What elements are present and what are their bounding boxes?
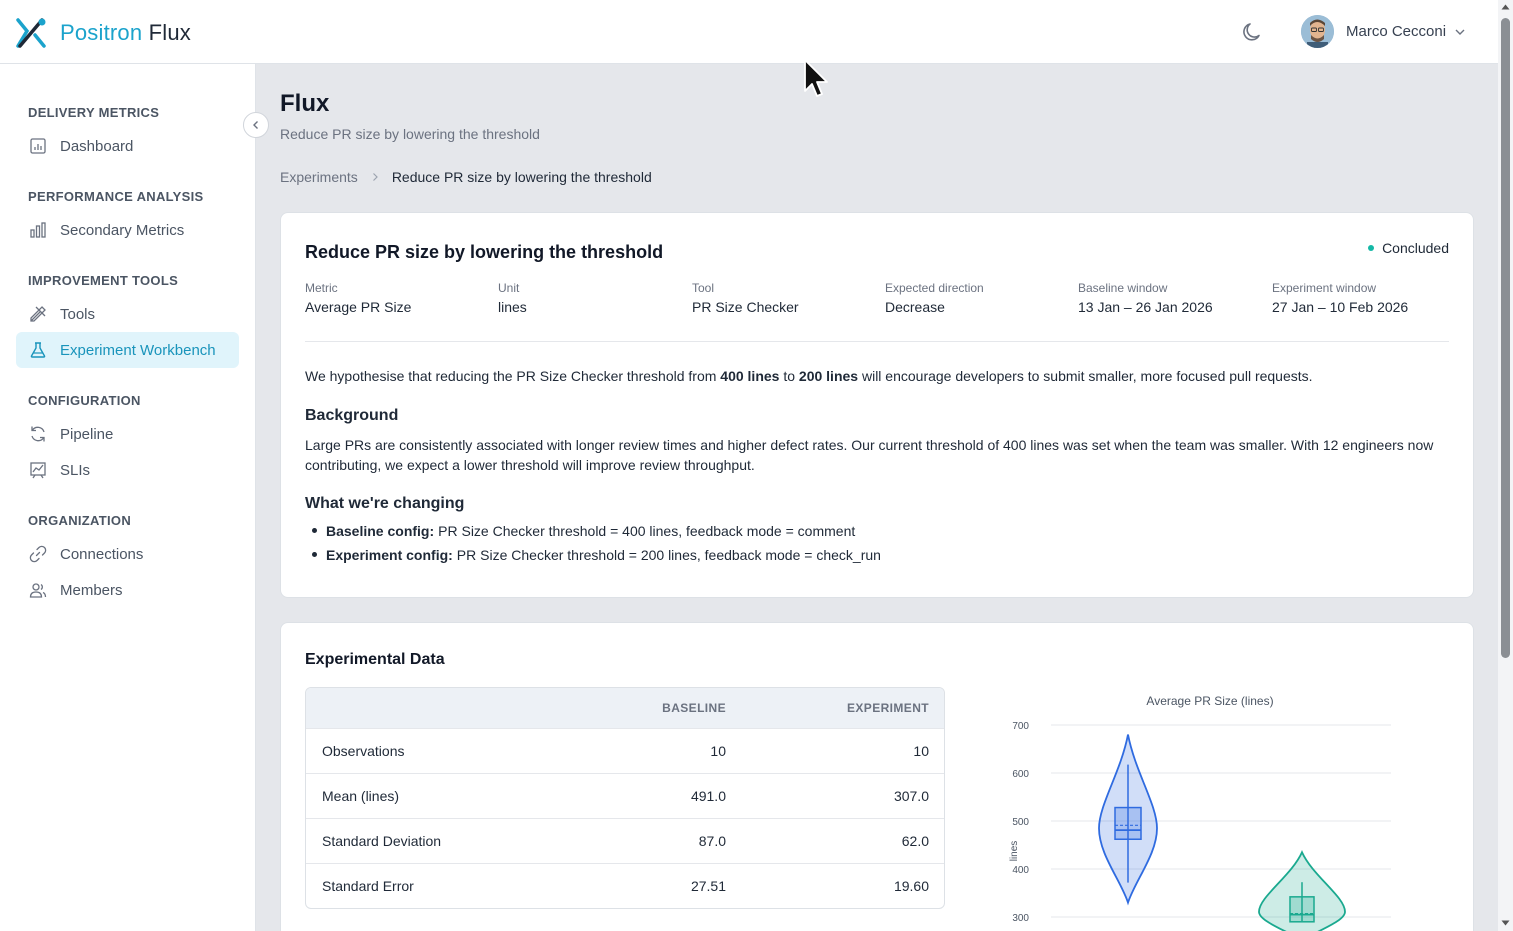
divider: [305, 341, 1449, 342]
table-cell: 307.0: [893, 788, 929, 804]
scrollbar-thumb[interactable]: [1501, 18, 1510, 658]
experiment-card: [280, 212, 1474, 598]
meta-baseline-window: [1078, 281, 1213, 315]
meta-metric: [305, 281, 411, 315]
meta-value: Decrease: [885, 299, 945, 315]
meta-value: Average PR Size: [305, 299, 412, 315]
users-icon: [28, 580, 48, 600]
table-row: [306, 773, 944, 818]
hypothesis-part: We hypothesise that reducing the PR Size Checker threshold from: [305, 368, 721, 384]
sidebar-item-dashboard[interactable]: [16, 128, 239, 164]
bullet: [312, 528, 317, 533]
table-header-cell: EXPERIMENT: [846, 701, 929, 715]
sidebar-item-connections[interactable]: [16, 536, 239, 572]
hypothesis-bold: 200 lines: [798, 368, 859, 384]
sidebar-item-label: Experiment Workbench: [60, 341, 216, 359]
sidebar: [0, 64, 256, 931]
violin-chart[interactable]: [991, 683, 1451, 931]
hypothesis-bold: 400 lines: [720, 368, 780, 384]
status-dot: [1368, 245, 1374, 251]
changes-list: [305, 523, 881, 571]
background-text: Large PRs are consistently associated with longer review times and higher defect rates. Our current threshold of 400 lines was set when the team was smaller. With 12 engineers now contributing, we expect a lower threshold will improve review throughput.: [305, 437, 1434, 473]
section-title-organization: ORGANIZATION: [28, 513, 132, 528]
experimental-data-title: Experimental Data: [305, 651, 445, 668]
table-header-cell: BASELINE: [662, 701, 726, 715]
dashboard-icon: [28, 136, 48, 156]
chevron-left-icon: [250, 119, 262, 131]
change-label: Experiment config:: [326, 547, 453, 563]
table-row: [306, 818, 944, 863]
table-row: [306, 728, 944, 773]
meta-label: Unit: [498, 281, 520, 295]
breadcrumb-experiments-link[interactable]: Experiments: [280, 169, 358, 185]
meta-tool: [692, 281, 799, 315]
hypothesis-part: to: [779, 368, 799, 384]
meta-label: Metric: [305, 281, 338, 295]
flask-icon: [28, 340, 48, 360]
breadcrumb-current: Reduce PR size by lowering the threshold: [391, 169, 652, 185]
sidebar-item-experiment-workbench[interactable]: [16, 332, 239, 368]
table-cell: Observations: [322, 743, 405, 759]
mouse-cursor-icon: [802, 58, 830, 100]
brand-second: Flux: [148, 20, 191, 45]
data-table: [305, 687, 945, 909]
background-heading: Background: [305, 407, 399, 424]
chevron-down-icon[interactable]: [1453, 25, 1467, 39]
brand-name[interactable]: [60, 20, 191, 46]
sidebar-item-label: Tools: [60, 305, 96, 323]
box: [1115, 808, 1141, 840]
chevron-right-icon: [370, 172, 380, 182]
y-tick-label: 500: [1012, 817, 1029, 828]
meta-value: lines: [498, 299, 527, 315]
change-text: PR Size Checker threshold = 200 lines, feedback mode = check_run: [456, 547, 881, 563]
table-cell: Mean (lines): [322, 788, 400, 804]
page-title: Flux: [280, 90, 330, 117]
chart-title: Average PR Size (lines): [1146, 694, 1274, 708]
sidebar-item-secondary-metrics[interactable]: [16, 212, 239, 248]
status-label: Concluded: [1382, 240, 1449, 256]
status-badge: [1368, 240, 1449, 256]
experimental-data-card: [280, 622, 1474, 931]
bullet: [312, 552, 317, 557]
page-subtitle: Reduce PR size by lowering the threshold: [280, 126, 540, 142]
meta-value: 27 Jan – 10 Feb 2026: [1272, 299, 1409, 315]
meta-label: Expected direction: [885, 281, 984, 295]
meta-label: Experiment window: [1272, 281, 1377, 295]
scroll-down-icon[interactable]: [1500, 918, 1511, 928]
section-title-improvement: IMPROVEMENT TOOLS: [28, 273, 179, 288]
table-cell: Standard Deviation: [322, 833, 442, 849]
table-cell: 19.60: [893, 878, 929, 894]
meta-unit: [498, 281, 527, 315]
sidebar-item-slis[interactable]: [16, 452, 239, 488]
change-label: Baseline config:: [326, 523, 435, 539]
sidebar-item-members[interactable]: [16, 572, 239, 608]
y-tick-label: 300: [1012, 913, 1029, 924]
table-cell: 87.0: [698, 833, 726, 849]
table-row: [306, 863, 944, 908]
table-cell: 27.51: [690, 878, 726, 894]
table-cell: 62.0: [901, 833, 929, 849]
meta-label: Baseline window: [1078, 281, 1168, 295]
meta-expected-direction: [885, 281, 984, 315]
hypothesis-text: [305, 368, 1313, 384]
meta-value: 13 Jan – 26 Jan 2026: [1078, 299, 1213, 315]
top-bar: [0, 0, 1498, 64]
y-tick-label: 600: [1012, 769, 1029, 780]
brand-first: Positron: [60, 20, 143, 45]
avatar[interactable]: [1301, 15, 1334, 48]
y-axis-label: lines: [1009, 840, 1020, 862]
section-title-delivery: DELIVERY METRICS: [28, 105, 160, 120]
meta-value: PR Size Checker: [692, 299, 799, 315]
table-cell: 491.0: [690, 788, 726, 804]
sidebar-item-label: Connections: [60, 545, 144, 563]
sidebar-item-label: SLIs: [60, 461, 91, 479]
line-chart-icon: [28, 460, 48, 480]
meta-experiment-window: [1272, 281, 1408, 315]
sidebar-item-tools[interactable]: [16, 296, 239, 332]
experiment-title: Reduce PR size by lowering the threshold: [305, 242, 664, 262]
sidebar-item-label: Members: [60, 581, 123, 599]
table-cell: 10: [710, 743, 726, 759]
table-header-row: [306, 688, 944, 728]
tools-icon: [28, 304, 48, 324]
link-icon: [28, 544, 48, 564]
hypothesis-part: will encourage developers to submit smaller, more focused pull requests.: [858, 368, 1313, 384]
section-title-performance: PERFORMANCE ANALYSIS: [28, 189, 204, 204]
user-name[interactable]: Marco Cecconi: [1346, 23, 1447, 40]
change-text: PR Size Checker threshold = 400 lines, feedback mode = comment: [438, 523, 856, 539]
sidebar-item-label: Dashboard: [60, 137, 134, 155]
list-item: [305, 547, 881, 571]
table-cell: 10: [913, 743, 929, 759]
sidebar-item-pipeline[interactable]: [16, 416, 239, 452]
y-tick-label: 400: [1012, 865, 1029, 876]
section-title-configuration: CONFIGURATION: [28, 393, 141, 408]
moon-icon[interactable]: [1240, 20, 1264, 44]
violin-series-0[interactable]: [1099, 735, 1157, 903]
collapse-sidebar-button[interactable]: [243, 112, 269, 138]
sidebar-item-label: Pipeline: [60, 425, 114, 443]
violin-series-1[interactable]: [1259, 852, 1345, 931]
bar-chart-icon: [28, 220, 48, 240]
table-cell: Standard Error: [322, 878, 414, 894]
box: [1290, 897, 1314, 922]
refresh-icon: [28, 424, 48, 444]
logo-icon[interactable]: [14, 16, 48, 50]
changing-heading: What we're changing: [305, 495, 465, 512]
sidebar-item-label: Secondary Metrics: [60, 221, 185, 239]
scroll-up-icon[interactable]: [1500, 2, 1511, 12]
list-item: [305, 523, 881, 547]
y-tick-label: 700: [1012, 721, 1029, 732]
breadcrumb: [280, 169, 652, 185]
meta-label: Tool: [692, 281, 715, 295]
